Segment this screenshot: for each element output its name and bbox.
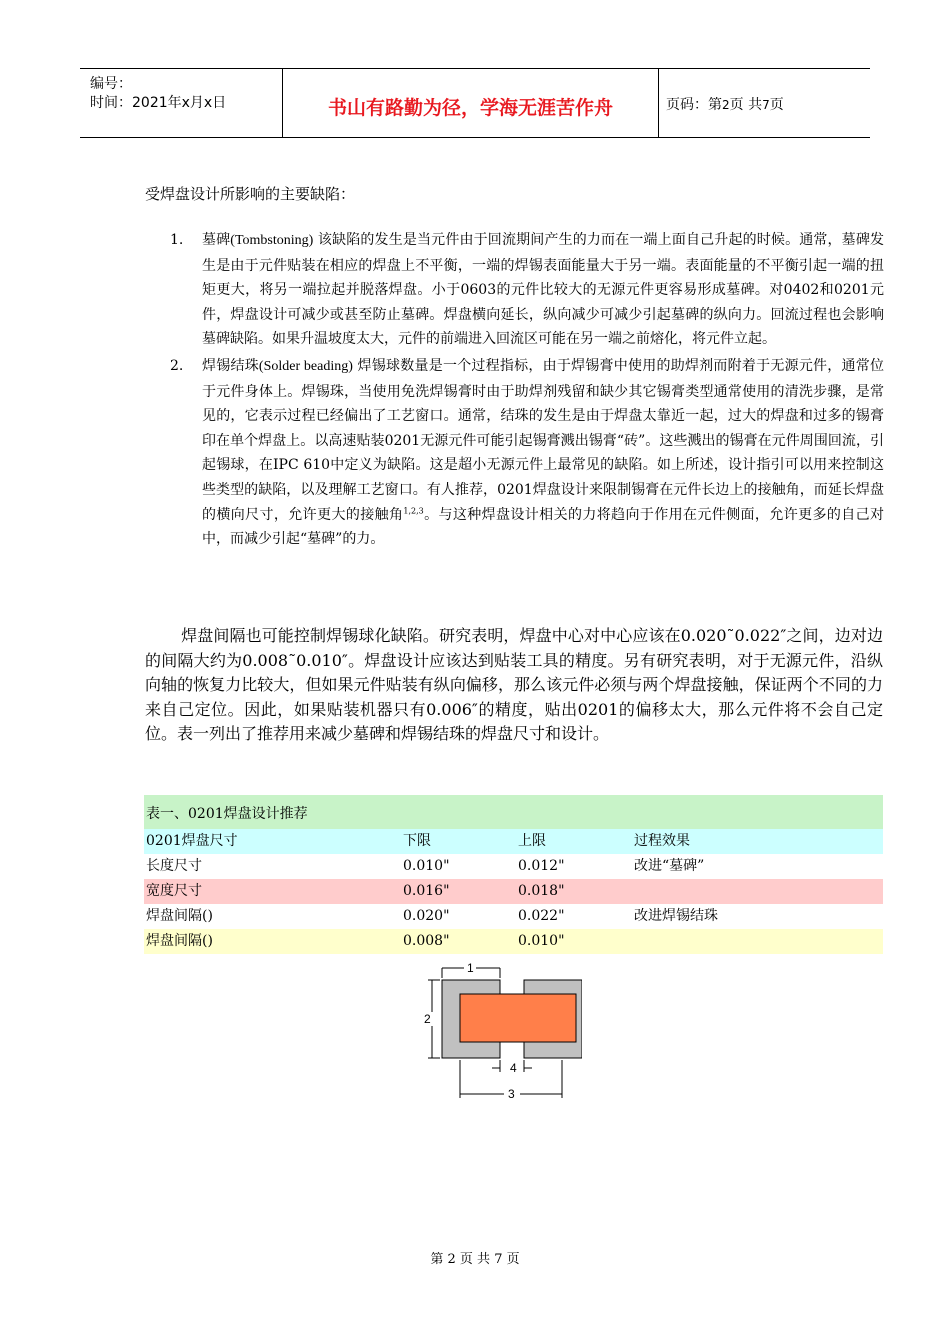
- table-row: [144, 929, 883, 954]
- footer-prefix: 第: [430, 1252, 444, 1267]
- defect-list: [170, 228, 884, 552]
- defect-text: 该缺陷的发生是当元件由于回流期间产生的力而在一端上面自己升起的时候。通常，墓碑发生是由于元件贴装在相应的焊盘上不平衡，一端的焊锡表面能量大于另一端。表面能量的不平衡引起一端的扭矩更大，将另一端拉起并脱落焊盘。小于0603的元件比较大的无源元件更容易形成墓碑。对0402和0201元件，焊盘设计可减少或甚至防止墓碑。焊盘横向延长，纵向减少可减少引起墓碑的纵向力。回流过程也会影响墓碑缺陷。如果升温坡度太大，元件的前端进入回流区可能在另一端之前熔化，将元件立起。: [202, 232, 884, 348]
- table-cell: 焊盘间隔(): [146, 908, 213, 924]
- body-paragraph: [145, 624, 883, 747]
- table-cell: 0.016": [403, 883, 450, 899]
- list-item: [170, 228, 884, 352]
- section-intro: 受焊盘设计所影响的主要缺陷：: [145, 185, 356, 203]
- list-item: [170, 354, 884, 552]
- list-number: 2.: [170, 357, 184, 374]
- table-cell: 0.022": [518, 908, 565, 924]
- header-meta: [80, 69, 282, 137]
- table-header-cell: 过程效果: [634, 833, 690, 849]
- defect-text-continued: 。与这种焊盘设计相关的力将趋向于作用在元件侧面，允许更多的自己对中，而减少引起“墓碑”的力。: [202, 506, 885, 548]
- paragraph-text: 焊盘间隔也可能控制焊锡球化缺陷。研究表明，焊盘中心对中心应该在0.020˜0.022″之间，边对边的间隔大约为0.008˜0.010″。焊盘设计应该达到贴装工具的精度。另有研究表明，对于无源元件，沿纵向轴的恢复力比较大，但如果元件贴装有纵向偏移，那么该元件必须与两个焊盘接触，保证两个不同的力来自己定位。因此，如果贴装机器只有0.006″的精度，贴出0201的偏移太大，那么元件将不会自己定位。表一列出了推荐用来减少墓碑和焊锡结珠的焊盘尺寸和设计。: [145, 626, 883, 744]
- table-cell: 改进焊锡结珠: [634, 908, 718, 924]
- page-header: [80, 68, 870, 138]
- table-cell: 焊盘间隔(): [146, 933, 213, 949]
- pad-design-table: [144, 795, 883, 954]
- dimension-label: 1: [467, 961, 474, 975]
- footer-total-pages: 7: [494, 1252, 503, 1267]
- footer-suffix: 页: [506, 1252, 520, 1267]
- table-header-row: [144, 829, 883, 854]
- header-divider: [658, 69, 659, 137]
- page-current: 2: [722, 98, 730, 112]
- serial-label: 编号：: [90, 76, 132, 92]
- defect-text: 焊锡球数量是一个过程指标，由于焊锡膏中使用的助焊剂而附着于无源元件，通常位于元件身体上。焊锡珠，当使用免洗焊锡膏时由于助焊剂残留和缺少其它锡膏类型通常使用的清洗步骤，是常见的，它表示过程已经偏出了工艺窗口。通常，结珠的发生是由于焊盘太靠近一起，过大的焊盘和过多的锡膏印在单个焊盘上。以高速贴装0201无源元件可能引起锡膏溅出锡膏“砖”。这些溅出的锡膏在元件周围回流，引起锡球，在IPC 610中定义为缺陷。这是超小无源元件上最常见的缺陷。如上所述，设计指引可以用来控制这些类型的缺陷，以及理解工艺窗口。有人推荐，0201焊盘设计来限制锡膏在元件长边上的接触角，而延长焊盘的横向尺寸，允许更大的接触角: [202, 357, 884, 523]
- table-cell: 0.010": [403, 858, 450, 874]
- table-cell: 0.020": [403, 908, 450, 924]
- time-label: 时间：2021年x月x日: [90, 95, 227, 111]
- table-header-cell: 0201焊盘尺寸: [146, 833, 238, 849]
- footer-mid: 页 共: [459, 1252, 491, 1267]
- page-footer: [0, 1248, 950, 1267]
- page-code-prefix: 页码：第: [666, 97, 722, 113]
- dimension-label: 4: [510, 1061, 517, 1075]
- table-cell: 0.018": [518, 883, 565, 899]
- defect-term: 墓碑(Tombstoning): [202, 233, 314, 248]
- reference-superscript: 1,2,3: [403, 505, 424, 515]
- pad-diagram: [412, 958, 582, 1108]
- table-cell: 宽度尺寸: [146, 883, 202, 899]
- table-cell: 改进“墓碑”: [634, 858, 705, 874]
- table-header-cell: 下限: [403, 833, 431, 849]
- component-body: [460, 994, 576, 1042]
- table-caption: 表一、0201焊盘设计推荐: [144, 795, 883, 829]
- footer-current-page: 2: [447, 1252, 456, 1267]
- table-row: [144, 854, 883, 879]
- page-code-suffix: 页: [769, 97, 784, 113]
- page-code-mid: 页 共: [729, 97, 763, 113]
- list-number: 1.: [170, 232, 184, 248]
- table-cell: 0.012": [518, 858, 565, 874]
- table-cell: 长度尺寸: [146, 858, 202, 874]
- defect-term: 焊锡结珠(Solder beading): [202, 358, 353, 374]
- page-total: 7: [762, 98, 770, 112]
- table-header-cell: 上限: [518, 833, 546, 849]
- header-page-code: [666, 94, 784, 114]
- table-row: [144, 879, 883, 904]
- dimension-label: 2: [424, 1012, 431, 1026]
- table-cell: 0.010": [518, 933, 565, 949]
- dimension-label: 3: [508, 1087, 515, 1101]
- header-motto: 书山有路勤为径，学海无涯苦作舟: [327, 97, 613, 119]
- table-row: [144, 904, 883, 929]
- table-cell: 0.008": [403, 933, 450, 949]
